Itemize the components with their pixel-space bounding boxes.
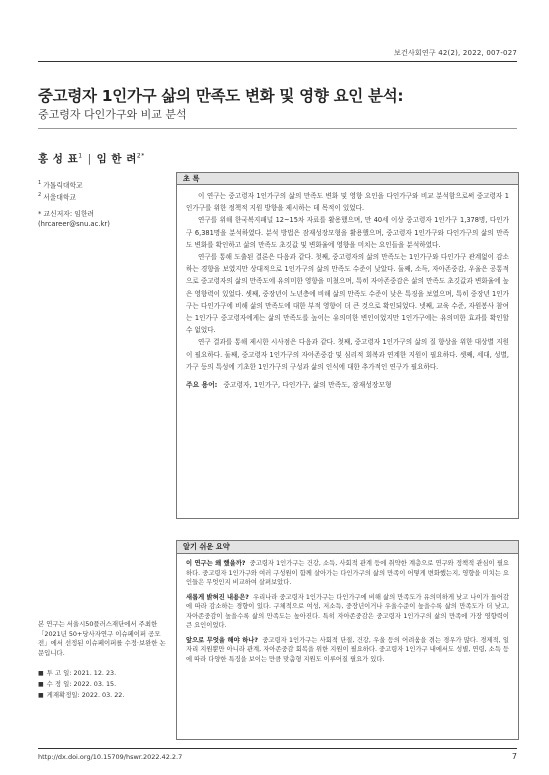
abstract-paragraph: 연구 결과를 통해 제시한 시사점은 다음과 같다. 첫째, 중고령자 1인가구의 삶의 질 향상을 위한 대상별 지원이 필요하다. 둘째, 중고령자 1인가구의 자아존중감 및 심리적 회복과 연계한 지원이 필요하다. 셋째, 세대, 성별, 가구 등의 특성에 기초한 1인가구의 구성과 삶의 인식에 대한 추가적인 연구가 필요하다. <box>186 338 509 371</box>
affiliation-mark: 2 <box>38 192 42 198</box>
abstract-paragraph: 이 연구는 중고령자 1인가구의 삶의 만족도 변화 및 영향 요인을 다인가구와 비교 분석함으로써 중고령자 1인가구를 위한 정책적 지원 방향을 제시하는 데 목적이 있었다. <box>186 192 509 213</box>
date-accepted: ■ 게재확정일: 2022. 03. 22. <box>38 690 166 701</box>
summary-answer: 우리나라 중고령자 1인가구는 다인가구에 비해 삶의 만족도가 유의미하게 낮고 나이가 들어감에 따라 감소하는 경향이 있다. 구체적으로 여성, 저소득, 중장년이거나 우울수준이 높을수록 삶의 만족도가 더 낮고, 자아존중감이 높을수록 삶의 만족도는 높아진다. 특히 자아존중감은 중고령자 1인가구의 삶의 만족에 가장 영향력이 큰 요인이었다. <box>186 593 509 629</box>
keywords <box>186 379 509 391</box>
abstract-paragraph: 연구를 통해 도출된 결론은 다음과 같다. 첫째, 중고령자의 삶의 만족도는 1인가구와 다인가구 관계없이 감소하는 경향을 보였지만 상대적으로 1인가구의 삶의 만족도 수준이 낮았다. 둘째, 소득, 자아존중감, 우울은 공통적으로 중고령자의 삶의 만족도에 유의미한 영향을 미쳤으며, 특히 자아존중감은 삶의 만족도 초깃값과 변화율에 높은 영향력이 있었다. 셋째, 중장년이 노년층에 비해 삶의 만족도 수준이 낮은 특징을 보였으며, 특히 중장년 1인가구는 다인가구에 비해 삶의 만족도에 대한 부적 영향이 더 큰 것으로 확인되었다. 넷째, 교육 수준, 자원봉사 참여는 1인가구 중고령자에게는 삶의 만족도를 높이는 유의미한 변인이었지만 1인가구에는 유의미한 효과를 확인할 수 없었다. <box>186 253 509 335</box>
date-revised: ■ 수 정 일: 2022. 03. 15. <box>38 679 166 690</box>
corresponding-author: * 교신저자: 임한려 (hrcareer@snu.ac.kr) <box>38 210 110 228</box>
summary-answer: 중고령자 1인가구는 사회적 단절, 건강, 우울 등의 어려움을 겪는 경우가 많다. 경제적, 일자리 지원뿐만 아니라 관계, 자아존중감 회복을 위한 지원이 필요하다. 중고령자 1인가구 내에서도 성별, 연령, 소득 등에 따라 다양한 특징을 보이는 만큼 맞춤형 지원도 이루어질 필요가 있다. <box>186 636 509 663</box>
affiliation-2 <box>38 190 166 202</box>
abstract-box <box>176 172 519 519</box>
summary-question: 앞으로 무엇을 해야 하나? <box>186 636 259 644</box>
affiliation-mark: 1 <box>38 180 42 186</box>
title-rule <box>38 128 517 129</box>
journal-citation: 보건사회연구 42(2), 2022, 007-027 <box>394 49 517 57</box>
author-affil-mark: 1 <box>78 152 83 160</box>
summary-item <box>186 593 509 631</box>
easy-summary-box <box>176 540 519 740</box>
header-rule <box>38 61 517 62</box>
abstract-paragraph: 연구를 위해 한국복지패널 12~15차 자료를 활용했으며, 만 40세 이상 중고령자 1인가구 1,378명, 다인가구 6,381명을 분석하였다. 분석 방법은 잠재성장모형을 활용했으며, 중고령자 1인가구와 다인가구의 삶의 만족도 변화를 확인하고 삶의 만족도 초깃값 및 변화율에 영향을 미치는 요인들을 분석하였다. <box>186 216 509 249</box>
paper-subtitle: 중고령자 다인가구와 비교 분석 <box>38 108 187 121</box>
author-name: 임 한 려 <box>96 153 137 165</box>
author-name: 홍 성 표 <box>38 153 79 165</box>
author-separator: | <box>87 153 92 165</box>
summary-answer: 중고령자 1인가구는 건강, 소득, 사회적 관계 등에 취약한 계층으로 연구와 정책적 관심이 필요하다. 중고령자 1인가구와 여러 구성원이 함께 살아가는 다인가구의 삶의 만족이 어떻게 변화했는지, 영향을 미치는 요인들은 무엇인지 비교하여 살펴보았다. <box>186 560 509 586</box>
page-number: 7 <box>511 752 517 761</box>
abstract-body <box>177 185 518 391</box>
author-affil-mark: 2* <box>136 152 145 160</box>
doi-link[interactable]: http://dx.doi.org/10.15709/hswr.2022.42.2.7 <box>38 753 183 761</box>
summary-question: 새롭게 밝혀진 내용은? <box>186 593 249 601</box>
publication-dates <box>38 668 166 701</box>
easy-summary-body <box>177 554 518 664</box>
summary-question: 이 연구는 왜 했을까? <box>186 560 246 567</box>
abstract-heading: 초 록 <box>177 173 518 185</box>
keywords-text: 중고령자, 1인가구, 다인가구, 삶의 만족도, 잠재성장모형 <box>223 381 392 390</box>
funding-note: 본 연구는 서울시50플러스재단에서 주최한 「2021년 50+당사자연구 이슈페이퍼 공모전」에서 선정된 이슈페이퍼를 수정·보완한 논문입니다. <box>38 620 166 657</box>
affiliation-text: 서울대학교 <box>43 193 77 202</box>
easy-summary-heading: 알기 쉬운 요약 <box>177 541 518 554</box>
keywords-label: 주요 용어: <box>186 381 218 390</box>
affiliation-text: 가톨릭대학교 <box>43 181 83 190</box>
affiliation-1 <box>38 178 166 190</box>
date-submitted: ■ 투 고 일: 2021. 12. 23. <box>38 668 166 679</box>
summary-item <box>186 636 509 665</box>
summary-item <box>186 559 509 588</box>
paper-title: 중고령자 1인가구 삶의 만족도 변화 및 영향 요인 분석: <box>38 87 404 105</box>
footer-rule <box>38 748 517 749</box>
author-list <box>38 151 145 166</box>
